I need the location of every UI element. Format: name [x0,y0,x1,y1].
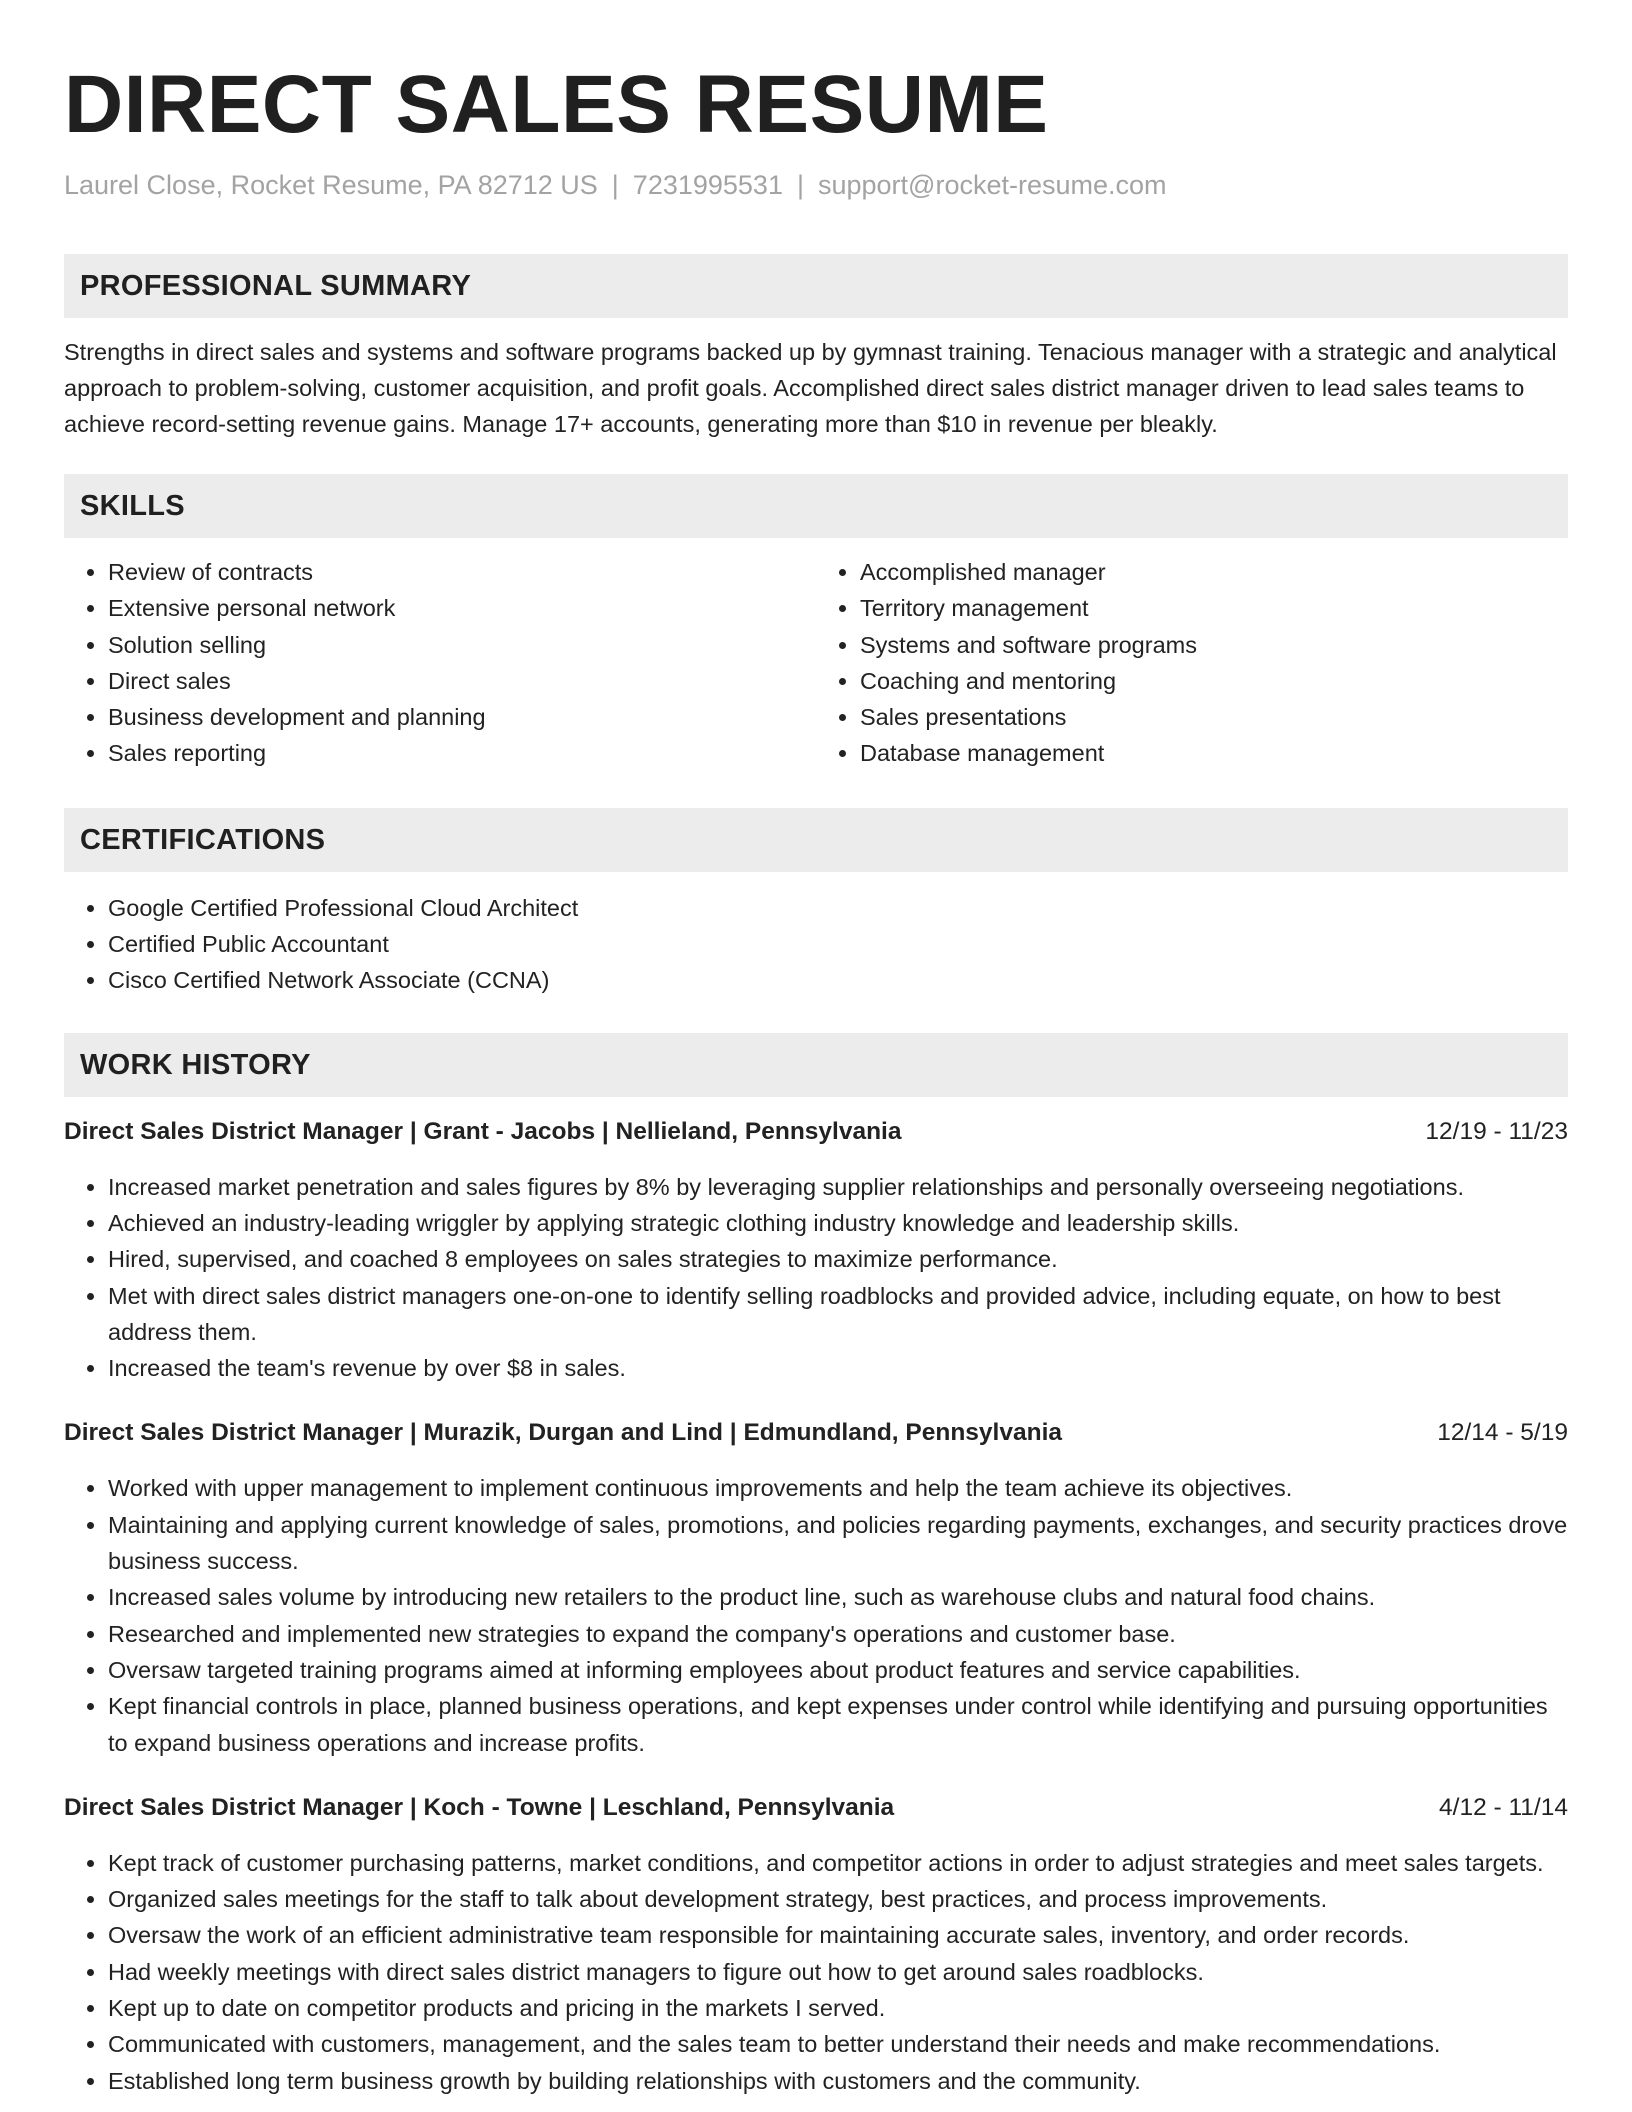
page-title: DIRECT SALES RESUME [64,59,1049,150]
contact-address: Laurel Close, Rocket Resume, PA 82712 US [64,170,598,200]
job-bullet: • Oversaw the work of an efficient administrative team responsible for maintaining accurate sales, inventory, and order records. [108,1917,1568,1953]
job-bullet: • Worked with upper management to implement continuous improvements and help the team achieve its objectives. [108,1470,1568,1506]
job-header [64,1416,1568,1450]
skill-item: • Territory management [860,590,1568,626]
job-title: Direct Sales District Manager | Murazik, Durgan and Lind | Edmundland, Pennsylvania [64,1419,1063,1447]
job-entry [64,1416,1568,1760]
job-bullet: • Increased sales volume by introducing new retailers to the product line, such as warehouse clubs and natural food chains. [108,1579,1568,1615]
job-dates: 12/19 - 11/23 [1425,1117,1568,1145]
skills-heading: SKILLS [64,474,1568,538]
job-bullet: • Kept up to date on competitor products and pricing in the markets I served. [108,1990,1568,2026]
skill-item: • Sales reporting [108,735,816,771]
job-title: Direct Sales District Manager | Grant - Jacobs | Nellieland, Pennsylvania [64,1117,902,1145]
job-header [64,1791,1568,1825]
job-bullets [64,1470,1568,1760]
certifications-section [64,808,1568,999]
job-title: Direct Sales District Manager | Koch - Towne | Leschland, Pennsylvania [64,1793,895,1821]
summary-text: Strengths in direct sales and systems and software programs backed up by gymnast training. Tenacious manager with a strategic and analytical approach to problem-solving, customer acquisition, and profit goals. Accomplished direct sales district manager driven to lead sales teams to achieve record-setting revenue gains. Manage 17+ accounts, generating more than $10 in revenue per bleakly. [64,339,1557,437]
job-bullets [64,1845,1568,2099]
job-bullet: • Increased the team's revenue by over $8 in sales. [108,1350,1568,1386]
job-bullets [64,1169,1568,1387]
job-bullet: • Hired, supervised, and coached 8 employees on sales strategies to maximize performance. [108,1241,1568,1277]
job-bullet: • Kept financial controls in place, planned business operations, and kept expenses under control while identifying and pursuing opportunities to expand business operations and increase profits. [108,1688,1568,1761]
skill-item: • Business development and planning [108,699,816,735]
summary-heading: PROFESSIONAL SUMMARY [64,254,1568,318]
skills-list-left [64,554,816,772]
skill-item: • Solution selling [108,627,816,663]
job-entry [64,1115,1568,1387]
job-entry [64,1791,1568,2099]
job-bullet: • Established long term business growth by building relationships with customers and the community. [108,2063,1568,2099]
contact-email: support@rocket-resume.com [817,170,1167,200]
summary-section [64,254,1568,442]
job-dates: 4/12 - 11/14 [1439,1793,1568,1821]
contact-separator: | [796,170,804,200]
contact-line [64,168,1568,202]
skills-columns [64,554,1568,772]
job-dates: 12/14 - 5/19 [1437,1419,1568,1447]
certification-item: • Certified Public Accountant [108,926,1568,962]
certifications-heading: CERTIFICATIONS [64,808,1568,872]
skill-item: • Database management [860,735,1568,771]
job-bullet: • Met with direct sales district managers one-on-one to identify selling roadblocks and provided advice, including equate, on how to best address them. [108,1278,1568,1351]
contact-separator: | [611,170,619,200]
job-bullet: • Achieved an industry-leading wriggler by applying strategic clothing industry knowledge and leadership skills. [108,1205,1568,1241]
certifications-list [64,890,1568,999]
work-history-heading: WORK HISTORY [64,1033,1568,1097]
skill-item: • Systems and software programs [860,627,1568,663]
job-bullet: • Oversaw targeted training programs aimed at informing employees about product features and service capabilities. [108,1652,1568,1688]
job-bullet: • Maintaining and applying current knowledge of sales, promotions, and policies regarding payments, exchanges, and security practices drove business success. [108,1507,1568,1580]
job-bullet: • Kept track of customer purchasing patterns, market conditions, and competitor actions in order to adjust strategies and meet sales targets. [108,1845,1568,1881]
certification-item: • Cisco Certified Network Associate (CCNA) [108,962,1568,998]
skill-item: • Extensive personal network [108,590,816,626]
job-bullet: • Organized sales meetings for the staff to talk about development strategy, best practices, and process improvements. [108,1881,1568,1917]
skill-item: • Accomplished manager [860,554,1568,590]
job-bullet: • Increased market penetration and sales figures by 8% by leveraging supplier relationships and personally overseeing negotiations. [108,1169,1568,1205]
certification-item: • Google Certified Professional Cloud Architect [108,890,1568,926]
job-bullet: • Communicated with customers, management, and the sales team to better understand their needs and make recommendations. [108,2026,1568,2062]
skill-item: • Coaching and mentoring [860,663,1568,699]
skill-item: • Direct sales [108,663,816,699]
skills-section [64,474,1568,772]
job-bullet: • Had weekly meetings with direct sales district managers to figure out how to get around sales roadblocks. [108,1954,1568,1990]
contact-phone: 7231995531 [632,170,783,200]
skill-item: • Sales presentations [860,699,1568,735]
work-history-section [64,1033,1568,2099]
job-bullet: • Researched and implemented new strategies to expand the company's operations and customer base. [108,1616,1568,1652]
skills-list-right [816,554,1568,772]
skill-item: • Review of contracts [108,554,816,590]
job-header [64,1115,1568,1149]
